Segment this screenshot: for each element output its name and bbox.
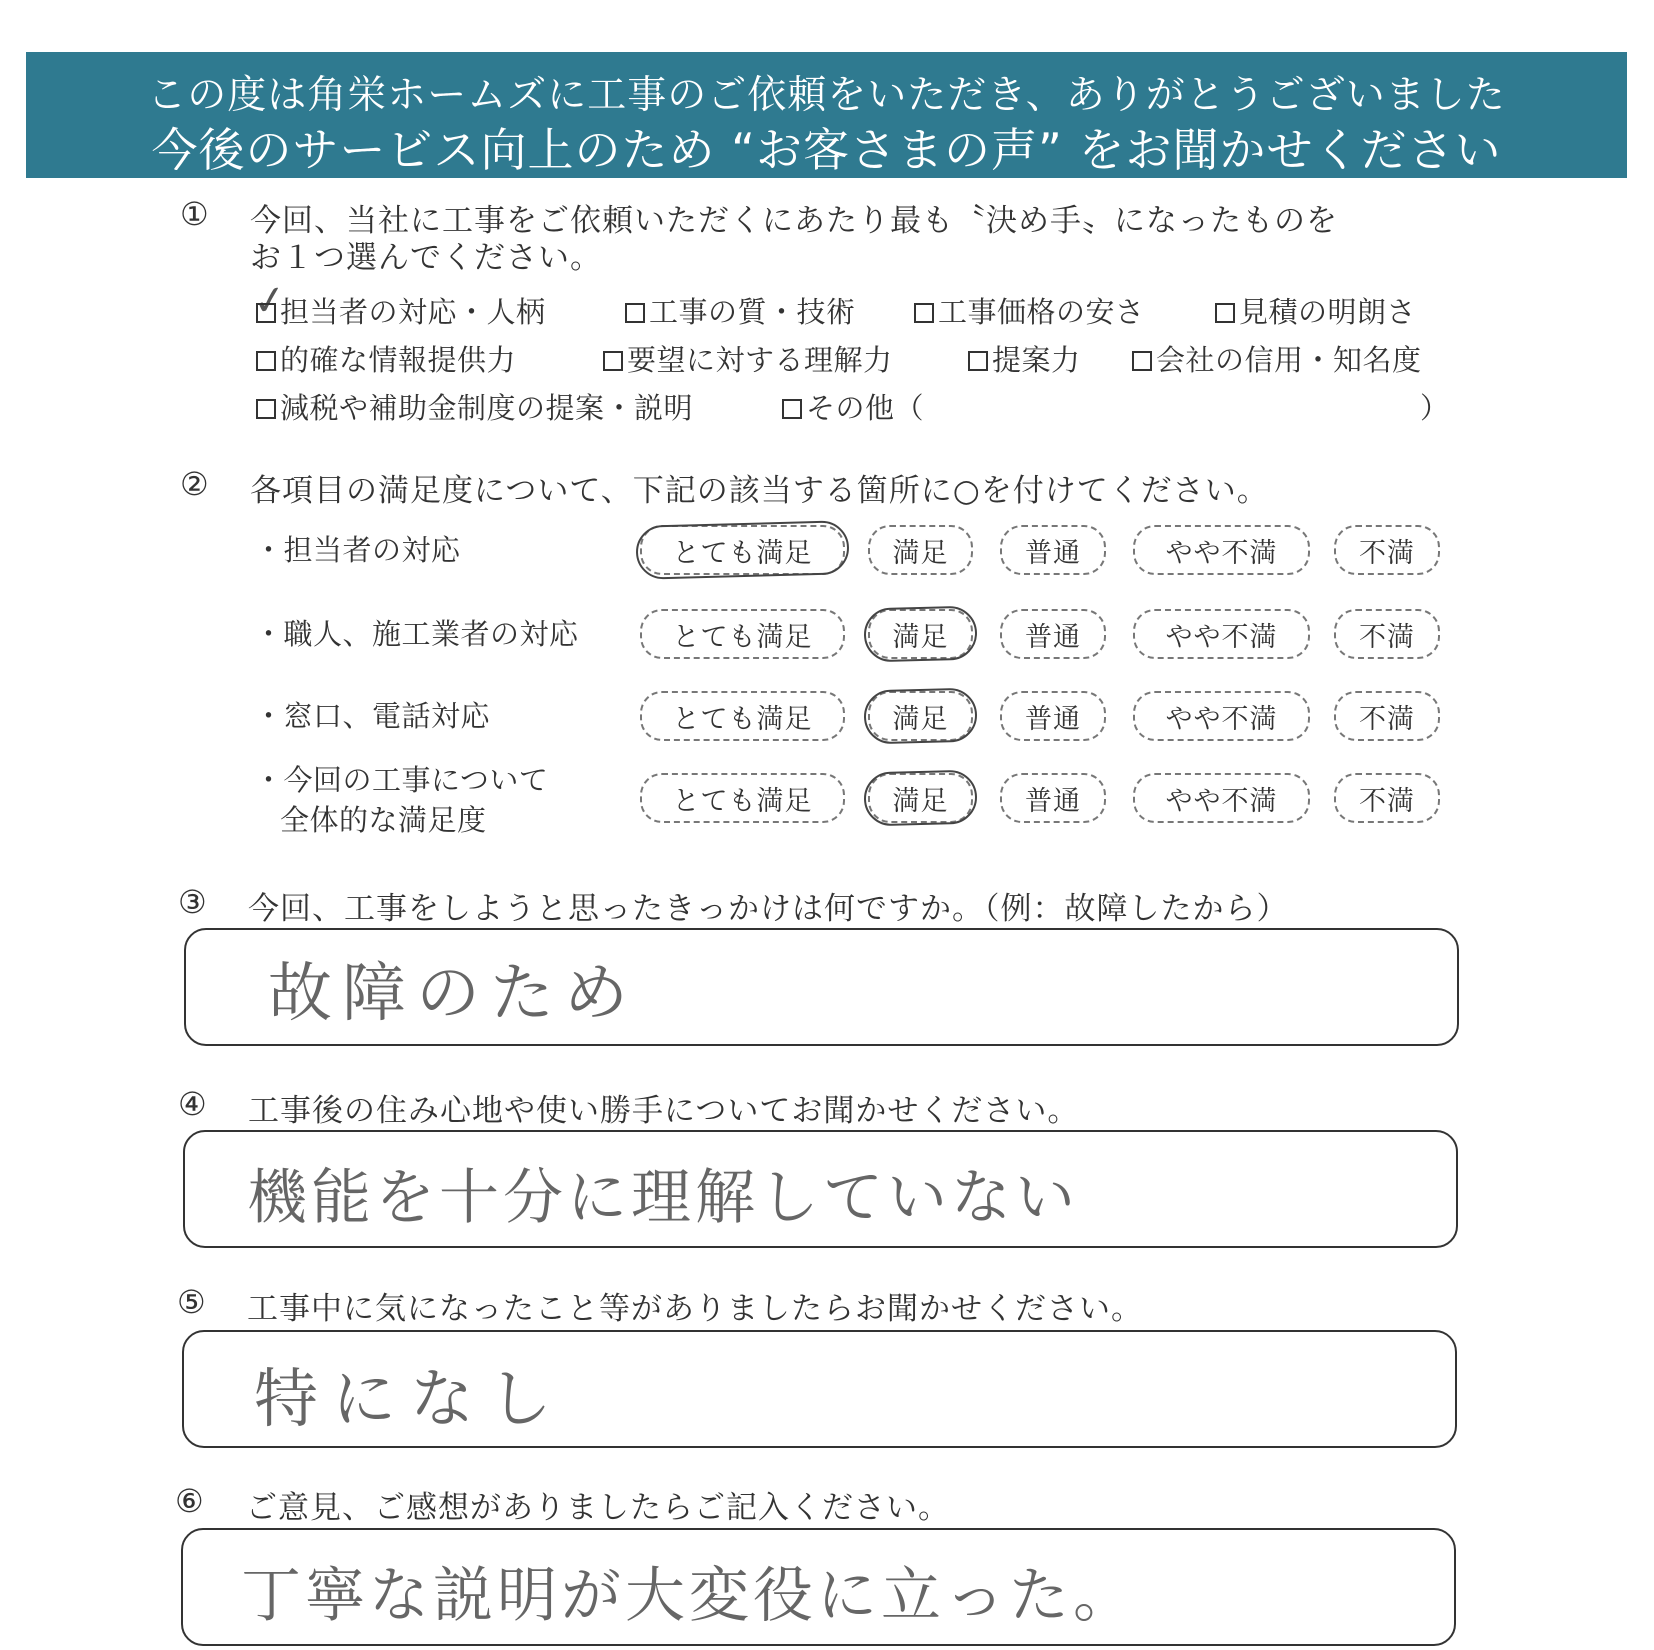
checkbox[interactable] (603, 351, 623, 371)
q1-number: ① (180, 195, 209, 233)
option-label: 要望に対する理解力 (627, 343, 893, 377)
q2-number: ② (180, 465, 209, 503)
rating-very-satisfied[interactable]: とても満足 (640, 525, 845, 575)
q5-answer-text: 特になし (254, 1363, 566, 1437)
rating-normal[interactable]: 普通 (1000, 773, 1106, 823)
q1-text-line1: 今回、当社に工事をご依頼いただくにあたり最も〝決め手〟になったものを (250, 203, 1338, 239)
header-line-2: 今後のサービス向上のため “お客さまの声” をお聞かせください (151, 123, 1502, 177)
option-proposal[interactable] (968, 338, 1081, 379)
q4-number: ④ (178, 1085, 207, 1123)
option-tax-subsidy[interactable] (256, 386, 693, 427)
rating-satisfied[interactable]: 満足 (868, 609, 973, 659)
checkbox[interactable] (1132, 351, 1152, 371)
option-other-close: ） (1420, 391, 1450, 425)
row-label-phone: ・窓口、電話対応 (254, 699, 491, 733)
q6-text: ご意見、ご感想がありましたらご記入ください。 (246, 1490, 950, 1526)
header-line-1: この度は角栄ホームズに工事のご依頼をいただき、ありがとうございました (147, 73, 1506, 118)
option-estimate[interactable] (1215, 290, 1416, 331)
option-reputation[interactable] (1132, 338, 1422, 379)
q3-answer-box[interactable] (184, 928, 1459, 1046)
option-label: 見積の明朗さ (1239, 295, 1417, 329)
q4-answer-box[interactable] (183, 1130, 1458, 1248)
q6-number: ⑥ (175, 1482, 204, 1520)
checkbox[interactable] (1215, 303, 1235, 323)
rating-very-satisfied[interactable]: とても満足 (640, 773, 845, 823)
checkbox[interactable] (968, 351, 988, 371)
q1-text-line2: お１つ選んでください。 (250, 240, 602, 276)
checkbox[interactable] (256, 351, 276, 371)
rating-somewhat-dissatisfied[interactable]: やや不満 (1133, 525, 1310, 575)
checkbox[interactable] (782, 399, 802, 419)
option-label: 減税や補助金制度の提案・説明 (280, 391, 694, 425)
option-understanding[interactable] (603, 338, 893, 379)
row-label-overall-line2: 全体的な満足度 (280, 803, 487, 837)
rating-very-satisfied[interactable]: とても満足 (640, 609, 845, 659)
rating-satisfied[interactable]: 満足 (868, 691, 973, 741)
option-label: 担当者の対応・人柄 (280, 295, 546, 329)
check-mark-icon: ✓ (249, 275, 290, 327)
rating-very-satisfied[interactable]: とても満足 (640, 691, 845, 741)
option-label: 工事価格の安さ (938, 295, 1145, 329)
option-information[interactable] (256, 338, 516, 379)
option-label: 的確な情報提供力 (280, 343, 517, 377)
option-label: その他（ (806, 391, 925, 425)
rating-somewhat-dissatisfied[interactable]: やや不満 (1133, 609, 1310, 659)
rating-somewhat-dissatisfied[interactable]: やや不満 (1133, 691, 1310, 741)
option-label: 提案力 (992, 343, 1081, 377)
rating-normal[interactable]: 普通 (1000, 691, 1106, 741)
q3-text: 今回、工事をしようと思ったきっかけは何ですか。（例：故障したから） (248, 891, 1289, 927)
rating-normal[interactable]: 普通 (1000, 609, 1106, 659)
option-label: 会社の信用・知名度 (1156, 343, 1422, 377)
q5-text: 工事中に気になったこと等がありましたらお聞かせください。 (247, 1291, 1143, 1327)
checkbox[interactable] (256, 303, 276, 323)
rating-dissatisfied[interactable]: 不満 (1334, 691, 1440, 741)
row-label-craftsmen: ・職人、施工業者の対応 (254, 617, 579, 651)
option-price[interactable] (914, 290, 1145, 331)
rating-dissatisfied[interactable]: 不満 (1334, 525, 1440, 575)
checkbox[interactable] (914, 303, 934, 323)
q5-answer-box[interactable] (182, 1330, 1457, 1448)
q2-text: 各項目の満足度について、下記の該当する箇所に○を付けてください。 (250, 473, 1269, 509)
row-label-staff: ・担当者の対応 (254, 533, 461, 567)
row-label-overall-line1: ・今回の工事について (254, 763, 549, 797)
q6-answer-text: 丁寧な説明が大変役に立った。 (241, 1561, 1137, 1631)
q4-text: 工事後の住み心地や使い勝手についてお聞かせください。 (248, 1093, 1080, 1129)
q5-number: ⑤ (177, 1283, 206, 1321)
q4-answer-text: 機能を十分に理解していない (247, 1163, 1079, 1233)
option-quality[interactable] (625, 290, 856, 331)
rating-dissatisfied[interactable]: 不満 (1334, 773, 1440, 823)
q3-number: ③ (178, 883, 207, 921)
rating-dissatisfied[interactable]: 不満 (1334, 609, 1440, 659)
q3-answer-text: 故障のため (268, 957, 638, 1031)
rating-normal[interactable]: 普通 (1000, 525, 1106, 575)
option-other[interactable] (782, 386, 924, 427)
header-banner (26, 52, 1627, 178)
rating-satisfied[interactable]: 満足 (868, 525, 973, 575)
option-staff-response[interactable] (256, 290, 546, 331)
q6-answer-box[interactable] (181, 1528, 1456, 1646)
checkbox[interactable] (625, 303, 645, 323)
option-label: 工事の質・技術 (649, 295, 856, 329)
checkbox[interactable] (256, 399, 276, 419)
rating-somewhat-dissatisfied[interactable]: やや不満 (1133, 773, 1310, 823)
rating-satisfied[interactable]: 満足 (868, 773, 973, 823)
